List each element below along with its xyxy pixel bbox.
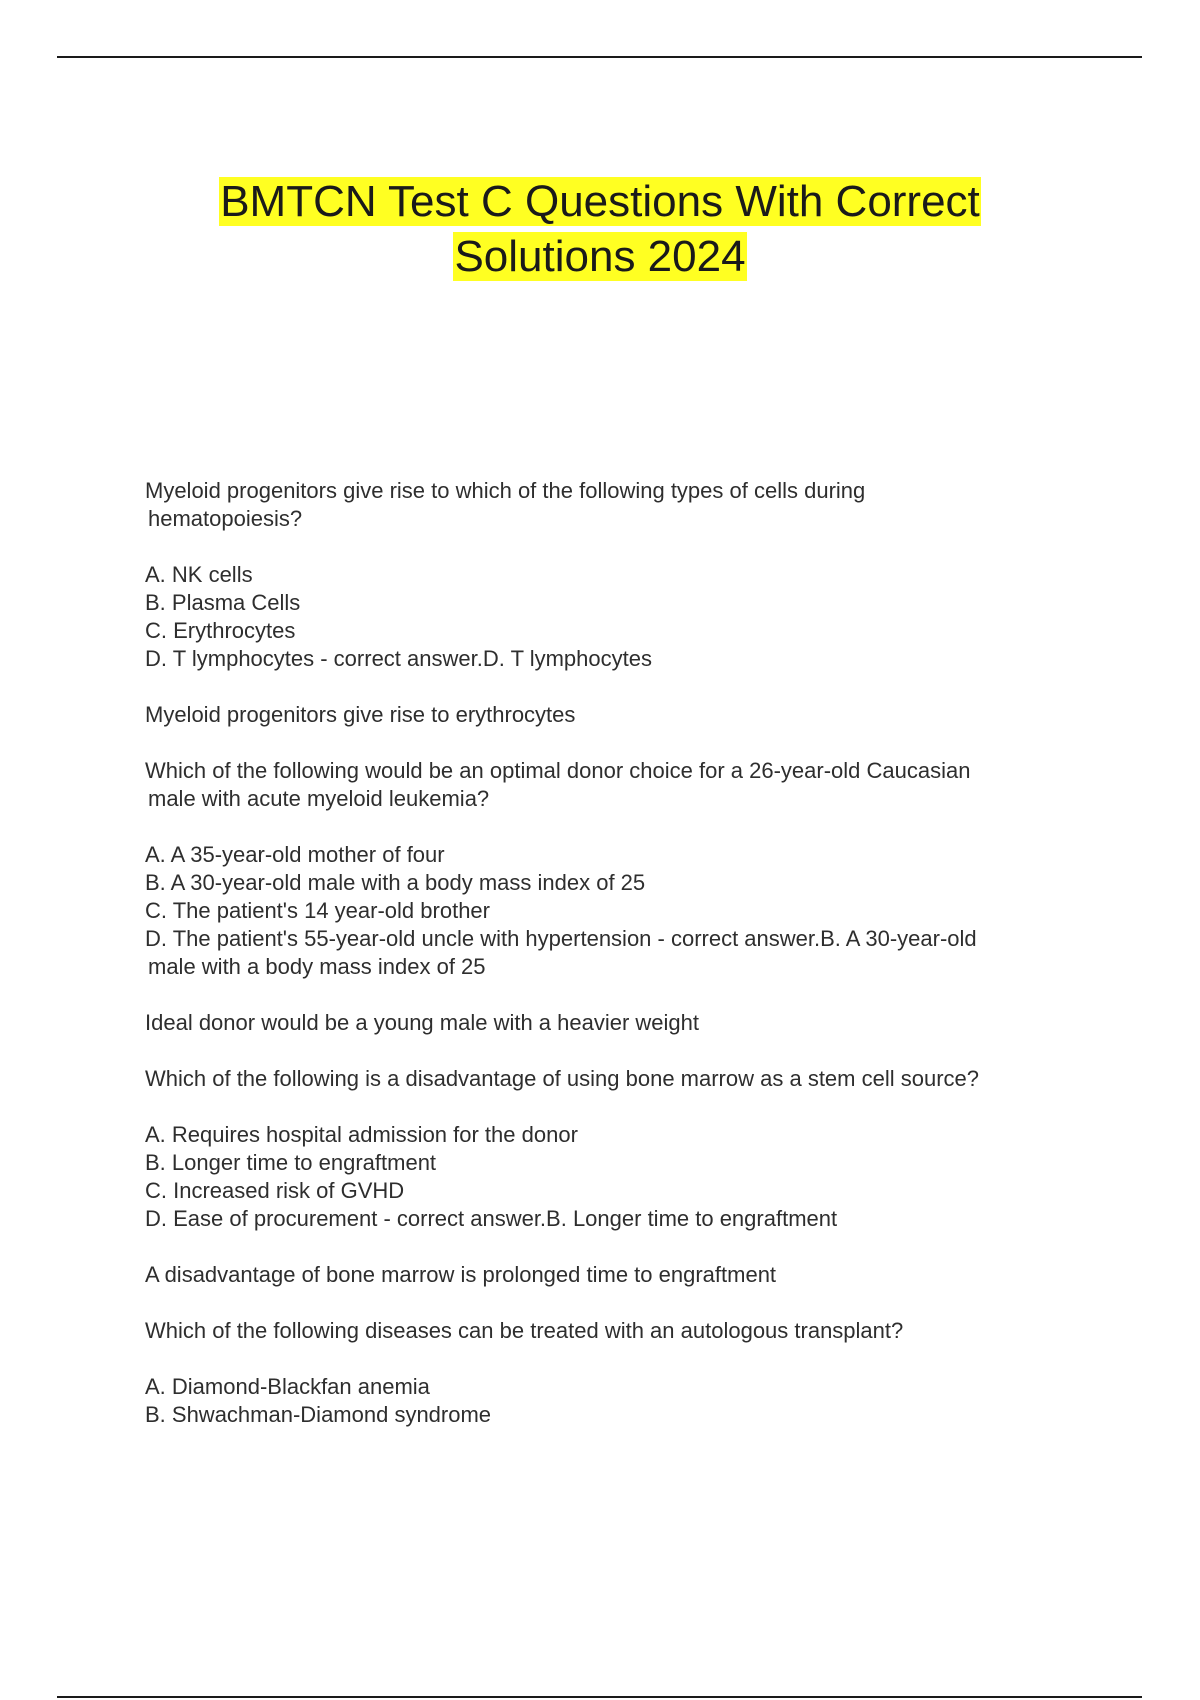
answer-option: C. Erythrocytes bbox=[145, 618, 296, 643]
answer-option-continuation: male with a body mass index of 25 bbox=[148, 954, 486, 979]
question-stem-line: Which of the following would be an optimal donor choice for a 26-year-old Caucasian bbox=[145, 758, 971, 783]
answer-option: A. NK cells bbox=[145, 562, 253, 587]
question-2-rationale bbox=[145, 1009, 1070, 1037]
question-2-stem bbox=[145, 757, 1070, 813]
header-rule bbox=[57, 56, 1142, 58]
question-3-rationale bbox=[145, 1261, 1070, 1289]
answer-option: D. The patient's 55-year-old uncle with hypertension - correct answer.B. A 30-year-old bbox=[145, 926, 977, 951]
question-stem-line: Myeloid progenitors give rise to which of the following types of cells during bbox=[145, 478, 866, 503]
rationale-text: A disadvantage of bone marrow is prolonged time to engraftment bbox=[145, 1262, 777, 1287]
answer-option: B. Shwachman-Diamond syndrome bbox=[145, 1402, 492, 1427]
answer-option: D. T lymphocytes - correct answer.D. T lymphocytes bbox=[145, 646, 652, 671]
answer-option: C. The patient's 14 year-old brother bbox=[145, 898, 490, 923]
answer-option: B. A 30-year-old male with a body mass index of 25 bbox=[145, 870, 646, 895]
document-body bbox=[145, 477, 1070, 1457]
title-line-2: Solutions 2024 bbox=[454, 232, 746, 281]
rationale-text: Myeloid progenitors give rise to erythrocytes bbox=[145, 702, 576, 727]
answer-option: A. Requires hospital admission for the donor bbox=[145, 1122, 578, 1147]
answer-option: A. A 35-year-old mother of four bbox=[145, 842, 445, 867]
question-1-rationale bbox=[145, 701, 1070, 729]
title-line-1: BMTCN Test C Questions With Correct bbox=[220, 177, 980, 226]
question-4-stem bbox=[145, 1317, 1070, 1345]
rationale-text: Ideal donor would be a young male with a heavier weight bbox=[145, 1010, 700, 1035]
question-1-options bbox=[145, 561, 1070, 673]
question-2-options bbox=[145, 841, 1070, 981]
question-1-stem bbox=[145, 477, 1070, 533]
question-stem-line: Which of the following is a disadvantage of using bone marrow as a stem cell source? bbox=[145, 1066, 979, 1091]
question-stem-line: male with acute myeloid leukemia? bbox=[148, 786, 490, 811]
footer-rule bbox=[57, 1696, 1142, 1698]
answer-option: B. Longer time to engraftment bbox=[145, 1150, 437, 1175]
document-title bbox=[100, 174, 1100, 284]
question-stem-line: Which of the following diseases can be treated with an autologous transplant? bbox=[145, 1318, 904, 1343]
question-4-options bbox=[145, 1373, 1070, 1429]
answer-option: C. Increased risk of GVHD bbox=[145, 1178, 405, 1203]
answer-option: B. Plasma Cells bbox=[145, 590, 301, 615]
question-3-stem bbox=[145, 1065, 1070, 1093]
question-3-options bbox=[145, 1121, 1070, 1233]
answer-option: A. Diamond-Blackfan anemia bbox=[145, 1374, 430, 1399]
answer-option: D. Ease of procurement - correct answer.B. Longer time to engraftment bbox=[145, 1206, 838, 1231]
question-stem-line: hematopoiesis? bbox=[148, 506, 303, 531]
